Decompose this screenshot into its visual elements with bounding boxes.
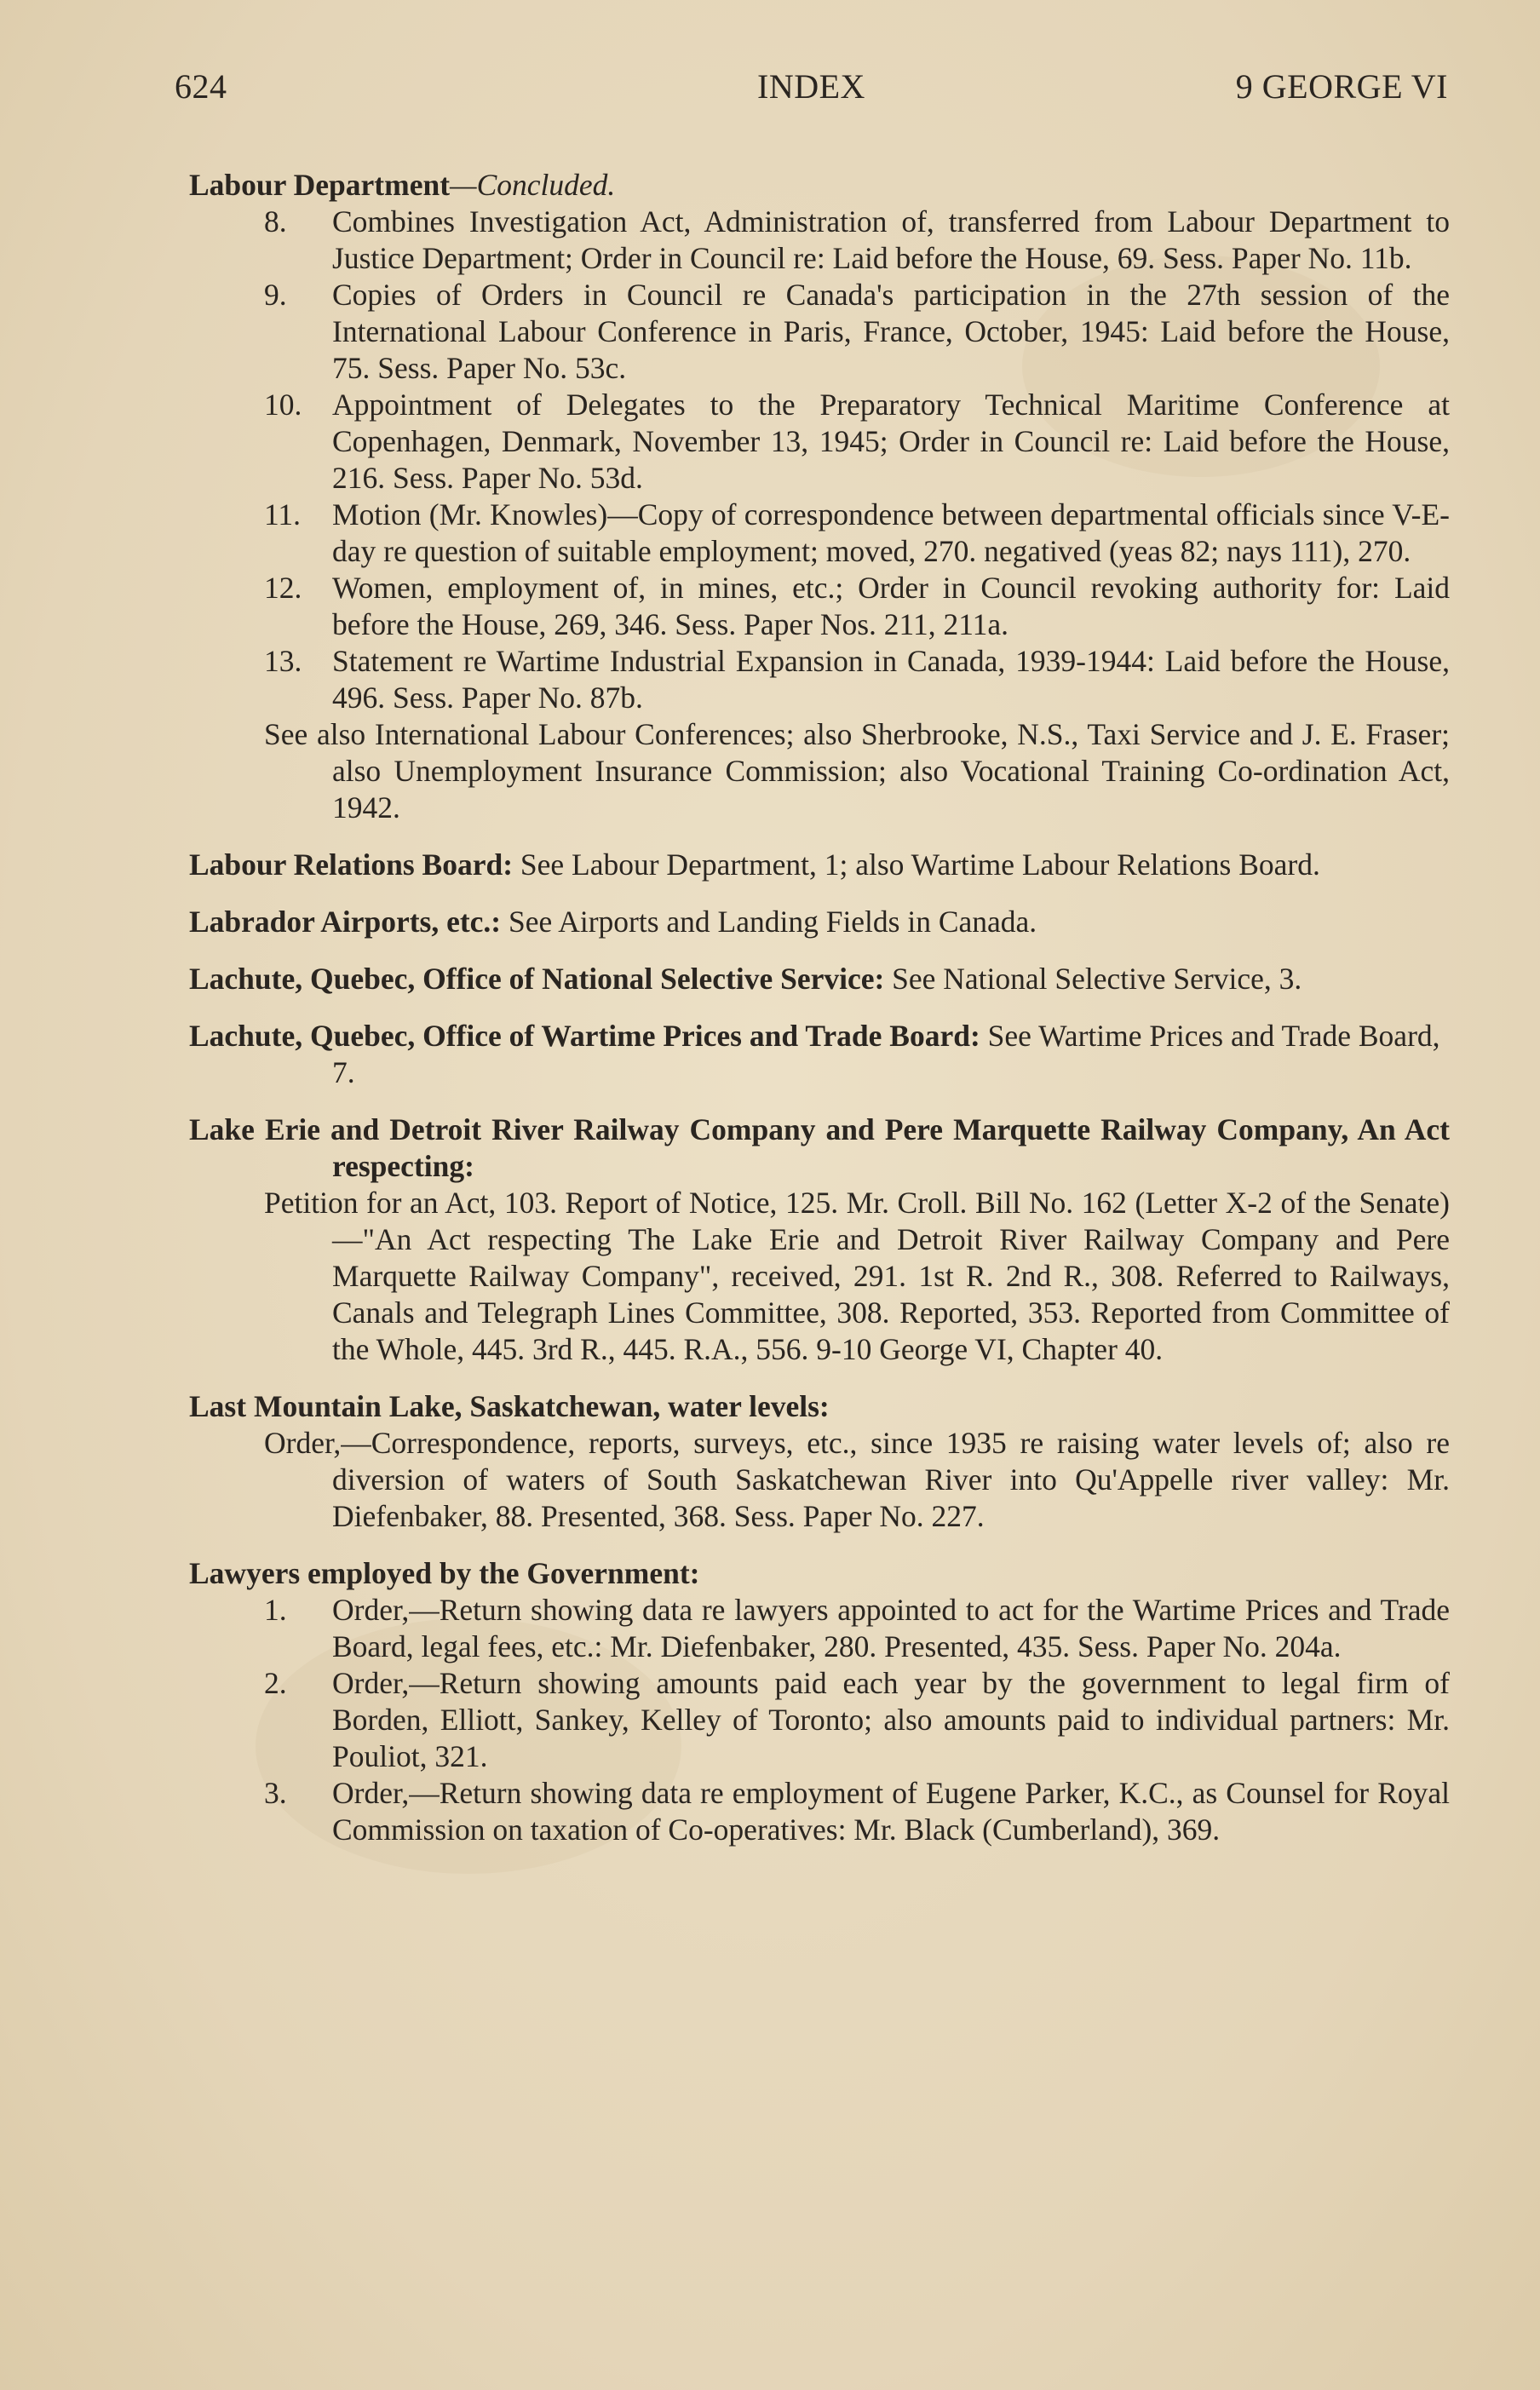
entry-heading: Last Mountain Lake, Saskatchewan, water levels: xyxy=(189,1389,830,1423)
item-text: Appointment of Delegates to the Preparatory Technical Maritime Conference at Copenhagen, Denmark, November 13, 1945; Order in Council re: Laid before the House, 216. Sess. Paper No. 53d. xyxy=(332,388,1450,495)
item-number: 3. xyxy=(264,1776,287,1810)
entry-lawyers-employed xyxy=(189,1555,1450,1848)
entry-heading xyxy=(189,167,1450,204)
entry-lake-erie-railway xyxy=(189,1112,1450,1368)
list-item xyxy=(189,387,1450,497)
item-text: Order,—Return showing amounts paid each year by the government to legal firm of Borden, Elliott, Sankey, Kelley of Toronto; also amounts paid to individual partners: Mr. Pouliot, 321. xyxy=(332,1666,1450,1773)
item-number: 12. xyxy=(264,571,302,605)
entry-body: Order,—Correspondence, reports, surveys, etc., since 1935 re raising water levels of; also re diversion of waters of South Saskatchewan River into Qu'Appelle river valley: Mr. Diefenbaker, 88. Presented, 368. Sess. Paper No. 227. xyxy=(264,1426,1450,1533)
entry-heading: Lawyers employed by the Government: xyxy=(189,1556,700,1590)
item-number: 11. xyxy=(264,497,302,531)
see-also-reference: See also International Labour Conferences; also Sherbrooke, N.S., Taxi Service and J. E. Fraser; also Unemployment Insurance Commission; also Vocational Training Co-ordination Act, 1942. xyxy=(264,717,1450,824)
entry-heading: Lake Erie and Detroit River Railway Company and Pere Marquette Railway Company, An Act respecting: xyxy=(189,1112,1450,1183)
running-header xyxy=(175,66,1448,118)
item-text: Motion (Mr. Knowles)—Copy of correspondence between departmental officials since V-E-day re question of suitable employment; moved, 270. negatived (yeas 82; nays 111), 270. xyxy=(332,497,1450,568)
cross-reference: See Airports and Landing Fields in Canada. xyxy=(509,905,1037,939)
item-text: Women, employment of, in mines, etc.; Order in Council revoking authority for: Laid before the House, 269, 346. Sess. Paper Nos. 211, 211a. xyxy=(332,571,1450,641)
list-item xyxy=(189,1775,1450,1848)
item-text: Order,—Return showing data re employment of Eugene Parker, K.C., as Counsel for Royal Commission on taxation of Co-operatives: Mr. Black (Cumberland), 369. xyxy=(332,1776,1450,1847)
list-item xyxy=(189,643,1450,716)
list-item xyxy=(189,277,1450,387)
entry-heading: Labour Relations Board: xyxy=(189,847,514,882)
item-text: Statement re Wartime Industrial Expansion in Canada, 1939-1944: Laid before the House, 496. Sess. Paper No. 87b. xyxy=(332,644,1450,715)
item-number: 2. xyxy=(264,1666,287,1700)
entry-labour-department xyxy=(189,167,1450,826)
item-text: Order,—Return showing data re lawyers appointed to act for the Wartime Prices and Trade Board, legal fees, etc.: Mr. Diefenbaker, 280. Presented, 435. Sess. Paper No. 204a. xyxy=(332,1593,1450,1663)
entry-last-mountain-lake xyxy=(189,1388,1450,1535)
item-number: 9. xyxy=(264,278,287,312)
item-text: Combines Investigation Act, Administration of, transferred from Labour Department to Justice Department; Order in Council re: Laid before the House, 69. Sess. Paper No. 11b. xyxy=(332,204,1450,275)
page-title: INDEX xyxy=(757,67,865,106)
cross-reference: See National Selective Service, 3. xyxy=(892,962,1302,996)
entry-heading: Labrador Airports, etc.: xyxy=(189,905,502,939)
entry-labour-relations-board xyxy=(189,847,1450,883)
list-item xyxy=(189,1592,1450,1665)
heading-text: Labour Department xyxy=(189,168,451,202)
volume-label: 9 GEORGE VI xyxy=(1235,67,1448,106)
item-number: 13. xyxy=(264,644,302,678)
index-content xyxy=(189,167,1450,1848)
entry-labrador-airports xyxy=(189,904,1450,940)
heading-suffix: —Concluded. xyxy=(450,168,616,202)
entry-lachute-nss xyxy=(189,961,1450,997)
list-item xyxy=(189,204,1450,277)
list-item xyxy=(189,570,1450,643)
item-number: 1. xyxy=(264,1593,287,1627)
item-number: 8. xyxy=(264,204,287,238)
entry-heading: Lachute, Quebec, Office of Wartime Prices and Trade Board: xyxy=(189,1019,980,1053)
item-number: 10. xyxy=(264,388,302,422)
entry-body: Petition for an Act, 103. Report of Notice, 125. Mr. Croll. Bill No. 162 (Letter X-2 of the Senate)—"An Act respecting The Lake Erie and Detroit River Railway Company and Pere Marquette Railway Company", received, 291. 1st R. 2nd R., 308. Referred to Railways, Canals and Telegraph Lines Committee, 308. Reported, 353. Reported from Committee of the Whole, 445. 3rd R., 445. R.A., 556. 9-10 George VI, Chapter 40. xyxy=(264,1186,1450,1366)
entry-lachute-wptb xyxy=(189,1018,1450,1091)
cross-reference: See Wartime Prices and Trade Board, 7. xyxy=(332,1019,1440,1089)
page-number: 624 xyxy=(175,67,227,106)
list-item xyxy=(189,497,1450,570)
cross-reference: See Labour Department, 1; also Wartime Labour Relations Board. xyxy=(520,847,1320,882)
item-text: Copies of Orders in Council re Canada's participation in the 27th session of the International Labour Conference in Paris, France, October, 1945: Laid before the House, 75. Sess. Paper No. 53c. xyxy=(332,278,1450,385)
entry-heading: Lachute, Quebec, Office of National Selective Service: xyxy=(189,962,885,996)
list-item xyxy=(189,1665,1450,1775)
